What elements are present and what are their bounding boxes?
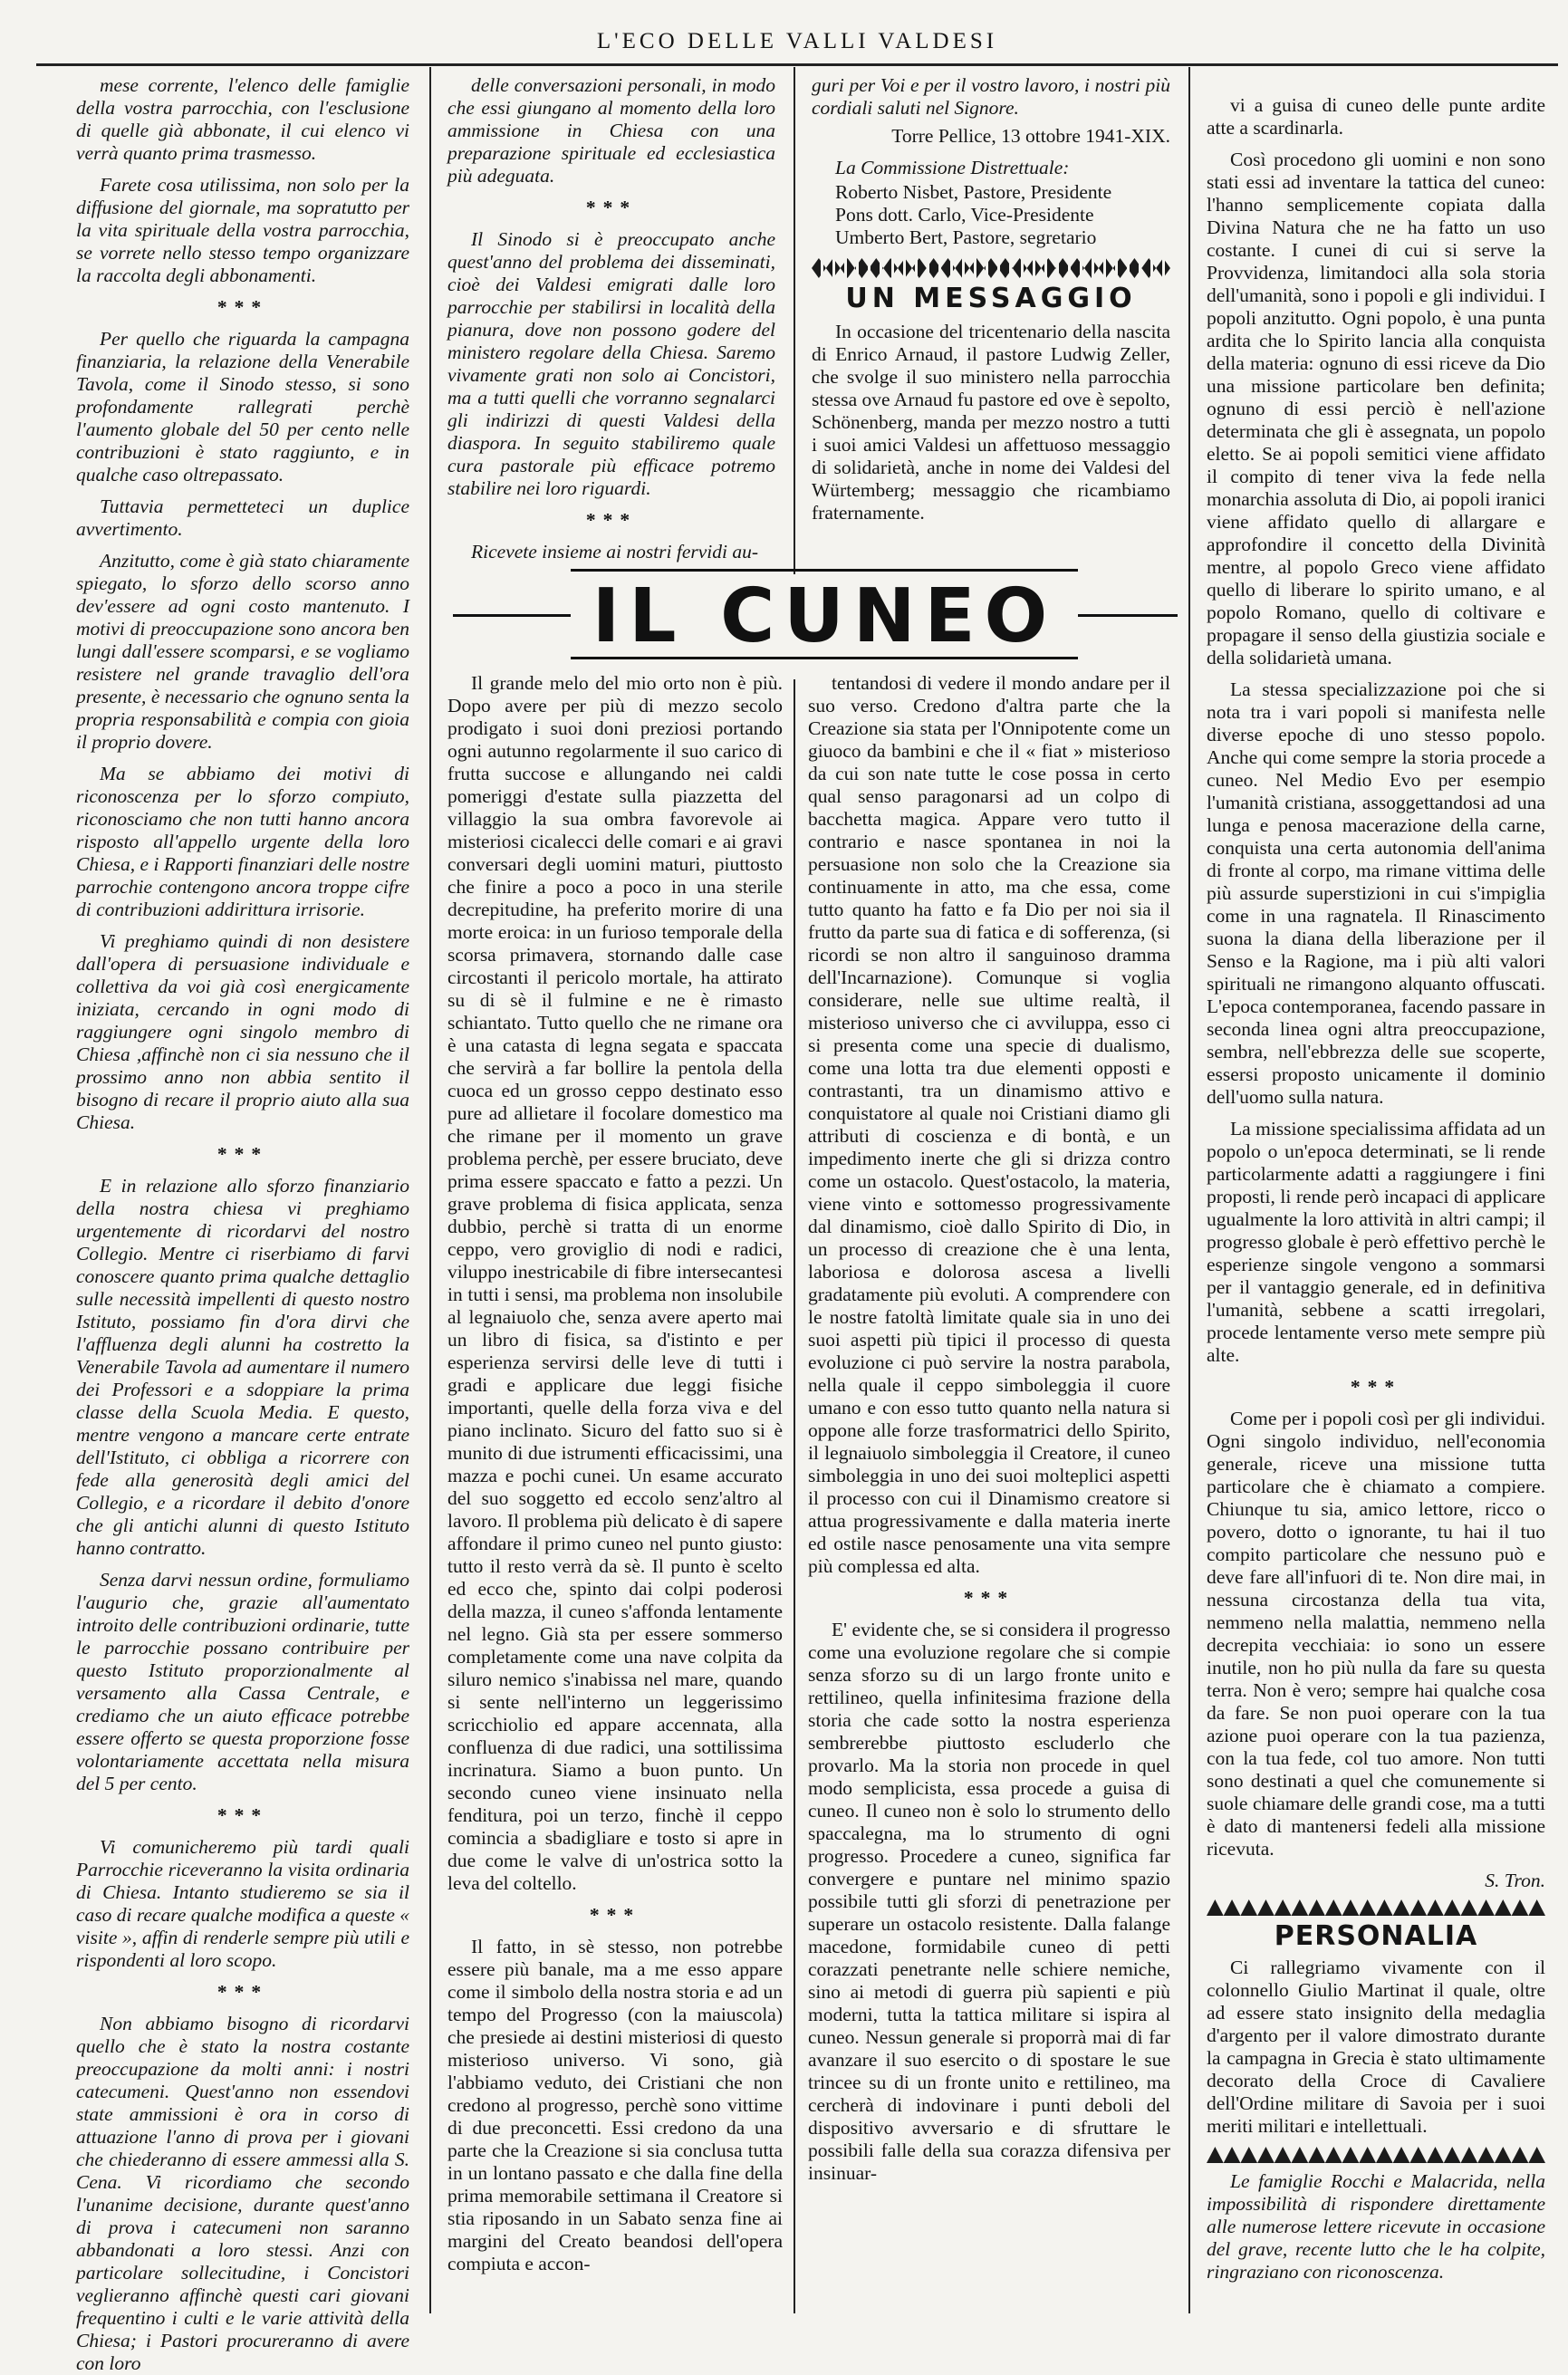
article-column-b (808, 672, 1170, 2312)
column-4 (1207, 94, 1545, 2312)
messaggio-text: In occasione del tricentenario della nascita di Enrico Arnaud, il pastore Ludwig Zeller, che svolge il suo ministero nella parrocchia stessa ove Arnaud fu pastore ed ove è sepolto, Schönenberg, manda per mezzo nostro a tutti i suoi amici Valdesi un affettuoso messaggio di solidarietà, anche in nome dei Valdesi del Würtemberg; messaggio che ricambiamo fraternamente. (812, 321, 1170, 524)
paragraph: Tuttavia permetteteci un duplice avvertimento. (76, 495, 409, 540)
paragraph: Ma se abbiamo dei motivi di riconoscenza per lo sforzo compiuto, riconosciamo che non tutti hanno ancora risposto all'appello urgente della loro Chiesa, e i Rapporti finanziari delle nostre parrochie contengono ancora troppe cifre di contribuzioni addirittura irrisorie. (76, 763, 409, 920)
paragraph: E' evidente che, se si considera il progresso come una evoluzione regolare che si compie senza sforzo su di un largo fronte unito e rettilineo, quella infinitesima frazione della storia che cade sotto la nostra esperienza sembrerebbe piuttosto escluderlo che provarlo. Ma la storia non procede in quel modo semplicista, essa procede a guisa di cuneo. Il cuneo non è solo lo strumento dello spaccalegna, ma lo strumento di ogni progresso. Procedere a cuneo, significa far convergere e puntare nel minimo spazio possibile tutti gli sforzi di penetrazione per superare un ostacolo resistente. Dalla falange macedone, formidabile cuneo di petti corazzati penetrante nelle schiere nemiche, sino ai metodi di guerra più sapienti e più moderni, tutta la tattica militare si ispira al cuneo. Nessun generale si proporrà mai di far avanzare il suo esercito o di spostare le sue trincee su di un fronte unito e rettilineo, ma cercherà di indovinare i punti deboli del dispositivo avversario e di sfruttare le possibili falle della sua corazza difensiva per insinuar- (808, 1619, 1170, 2184)
messaggio-heading: UN MESSAGGIO (845, 283, 1137, 314)
ornament-divider (1207, 2147, 1545, 2163)
closing-greeting: guri per Voi e per il vostro lavoro, i nostri più cordiali saluti nel Signore. (812, 74, 1170, 119)
paragraph: Per quello che riguarda la campagna finanziaria, la relazione della Venerabile Tavola, come il Sinodo stesso, si sono profondamente rallegrati perchè l'aumento globale del 50 per cento nelle contribuzioni è stato raggiunto, e in qualche caso oltrepassato. (76, 328, 409, 486)
paragraph: Farete cosa utilissima, non solo per la diffusione del giornale, ma sopratutto per la vita spirituale della vostra parrocchia, se vorrete nello stesso tempo organizzare la raccolta degli abbonamenti. (76, 174, 409, 286)
paragraph: Il Sinodo si è preoccupato anche quest'anno del problema dei disseminati, cioè dei Valdesi emigrati dalle loro parrocchie per stabilirsi in località della pianura, dove non possono godere del ministero regolare della Chiesa. Saremo vivamente grati non solo ai Concistori, ma a tutti quelli che vorranno segnalarci gli indirizzi di questi Valdesi della diaspora. In seguito stabiliremo quale cura pastorale più efficace potremo stabilire nei loro riguardi. (447, 228, 775, 499)
paragraph: delle conversazioni personali, in modo che essi giungano al momento della loro ammissione in Chiesa con una preparazione spirituale ed ecclesiastica più adeguata. (447, 74, 775, 187)
section-separator: *** (585, 197, 638, 218)
paragraph: Vi preghiamo quindi di non desistere dall'opera di persuasione individuale e collettiva da voi già così energicamente iniziata, cercando in ogni modo di raggiungere ogni singolo membro di Chiesa ,affinchè non ci sia nessuno che il prossimo anno non abbia sentito il bisogno di recare il proprio aiuto alla sua Chiesa. (76, 930, 409, 1133)
paragraph: Vi comunicheremo più tardi quali Parrocchie riceveranno la visita ordinaria di Chiesa. Intanto studieremo se sia il caso di recare qualche modifica a queste « visite », affin di renderle sempre più utili e rispondenti al loro scopo. (76, 1836, 409, 1971)
section-separator: *** (216, 1804, 269, 1826)
banner-rule (453, 614, 571, 617)
paragraph: E in relazione allo sforzo finanziario della nostra chiesa vi preghiamo urgentemente di ricordarvi del nostro Collegio. Mentre ci riserbiamo di farvi conoscere quanto prima qualche dettaglio sulle necessità impellenti di questo nostro Istituto, possiamo fin d'ora dirvi che l'affluenza degli alunni ha costretto la Venerabile Tavola ad aumentare il numero dei Professori e a sdoppiare la prima classe della Scuola Media. E questo, mentre vengono a mancare certe entrate dell'Istituto, ci obbliga a ricorrere con fede alla generosità degli amici del Collegio, e a ricordare il debito d'onore che gli antichi alunni di questo Istituto hanno contratto. (76, 1175, 409, 1559)
column-rule (794, 679, 795, 2313)
personalia-text: Ci rallegriamo vivamente con il colonnello Giulio Martinat il quale, oltre ad essere stato insignito della medaglia d'argento per il valore dimostrato durante la campagna in Grecia è stato ultimamente decorato della Croce di Cavaliere dell'Ordine militare di Savoia per i suoi meriti militari e intellettuali. (1207, 1957, 1545, 2137)
column-3 (812, 74, 1170, 563)
paragraph: Il grande melo del mio orto non è più. Dopo avere per più di mezzo secolo prodigato i suoi doni preziosi portando ogni autunno regolarmente il suo carico di frutta succose e allungando nei caldi pomeriggi d'estate sulla piazzetta del villaggio la sua ombra favorevole ai misteriosi cicalecci delle comari e ai gravi conversari degli uomini maturi, piuttosto che finire a poco a poco in una sterile decrepitudine, ha preferito morire di una morte eroica: in un furioso temporale della scorsa primavera, stornando dalle case circostanti il pericolo mortale, ha attirato su di sè il fulmine e ne è rimasto schiantato. Tutto quello che ne rimane ora è una catasta di legna segata e spaccata che servirà a far bollire la pentola della cuoca ed un grosso ceppo destinato esso pure ad allietare il focolare domestico ma che rimane per il momento un grave problema perchè, per essere bruciato, deve prima essere spaccato e fatto a pezzi. Un grave problema di fisica applicata, senza dubbio, perchè si tratta di un enorme ceppo, vero groviglio di nodi e radici, viluppo inestricabile di fibre intersecantesi in tutti i sensi, ma problema non insolubile al legnaiuolo che, senza avere aperto mai un libro di fisica, sa d'istinto e per esperienza servirsi delle leve di tutti i gradi e applicare due leggi fisiche importanti, quelle della forza viva e del piano inclinato. Sicuro del fatto suo si è munito di due istrumenti efficacissimi, una mazza e pochi cunei. Un esame accurato del suo soggetto ed eccolo senz'altro al lavoro. Il problema più delicato è di sapere affondare il primo cuneo nel punto giusto: tutto il resto verrà da sè. Il punto è scelto ed ecco che, spinto dai colpi poderosi della mazza, il cuneo s'affonda lentamente nel legno. Già sta per essere sommerso completamente come una nave colpita da siluro nemico s'inabissa nel mare, quando si sente nell'interno un leggerissimo scricchiolio ed appare accennata, alla confluenza di due radici, una sottilissima incrinatura. Siamo a buon punto. Un secondo cuneo viene insinuato nella fenditura, poi un terzo, finchè il ceppo comincia a sbadigliare e tosto si apre in due come le valve di un'ostrica sotto la leva del coltello. (447, 672, 783, 1894)
personalia-notice: Le famiglie Rocchi e Malacrida, nella impossibilità di rispondere direttamente alle numerose lettere ricevute in occasione del grave, recente lutto che le ha colpite, ringraziano con riconoscenza. (1207, 2170, 1545, 2283)
paragraph: Non abbiamo bisogno di ricordarvi quello che è stato la nostra costante preoccupazione da molti anni: i nostri catecumeni. Quest'anno non essendovi state ammissioni è ora in corso di attuazione l'anno di prova per i giovani che chiederanno di essere ammessi alla S. Cena. Vi ricordiamo che secondo l'unanime decisione, durante quest'anno di prova i catecumeni non saranno abbandonati a loro stessi. Anzi con particolare sollecitudine, i Concistori veglieranno affinchè questi cari giovani frequentino i culti e le varie attività della Chiesa; i Pastori procureranno di avere con loro (76, 2013, 409, 2374)
paragraph: Il fatto, in sè stesso, non potrebbe essere più banale, ma a me esso appare come il simbolo della nostra storia e ad un tempo del Progresso (con la maiuscola) che presiede ai destini misteriosi di questo misterioso universo. Vi sono, già l'abbiamo veduto, dei Cristiani che non credono al progresso, perchè sono vittime di due preconcetti. Essi credono da una parte che la Creazione si sia conclusa tutta in un lontano passato e che dalla fine della prima memorabile settimana il Creatore si stia riposando in un Sabato senza fine ai margini del Creato beandosi dell'opera compiuta e accon- (447, 1936, 783, 2274)
paragraph: tentandosi di vedere il mondo andare per il suo verso. Credono d'altra parte che la Creazione sia stata per l'Onnipotente come un giuoco da bambini e che il « fiat » misterioso da cui son nate tutte le cose possa in certo qual senso paragonarsi ad un colpo di bacchetta magica. Appare vero tutto il contrario e nasce spontanea in noi la persuasione non solo che la Creazione sia continuamente in atto, ma che essa, come tutto quanto ha fatto e fa Dio per noi sia il frutto da parte sua di fatica e di sofferenza, (si ricordi se non altro il sanguinoso dramma dell'Incarnazione). Comunque si voglia considerare, nelle sue ultime realtà, il misterioso universo che ci avviluppa, esso ci si presenta come una specie di dualismo, come una lotta tra due elementi opposti e contrastanti, tra un dinamismo attivo e conquistatore al quale noi Cristiani diamo gli attributi di coscienza e di bontà, e un impedimento inerte che gli si drizza contro come un ostacolo. Quest'ostacolo, la materia, viene vinto e sottomesso progressivamente dal dinamismo, cioè dallo Spirito di Dio, in un processo di creazione che è una lenta, laboriosa e dolorosa ascesa a livelli gradatamente più evoluti. A comprendere con le nostre fatoltà limitate quale sia in uno dei suoi aspetti più tipici il processo di questa evoluzione ci può servire la nostra parabola, nella quale il ceppo simboleggia il cuore umano e con esso tutto quanto nella natura si oppone alle forze trasformatrici dello Spirito, il legnaiuolo simboleggia il Creatore, il cuneo simboleggia in uno dei suoi molteplici aspetti il processo con cui il Dinamismo creatore si attua progressivamente e dalla materia inerte ed ostile nasce penosamente una vita sempre più complessa ed alta. (808, 672, 1170, 1577)
column-2 (447, 74, 775, 563)
place-date: Torre Pellice, 13 ottobre 1941-XIX. (891, 125, 1170, 147)
paragraph: Senza darvi nessun ordine, formuliamo l'augurio che, grazie all'aumentato introito delle contribuzioni ordinarie, tutte le parrocchie possano contribuire per questo Istituto proporzionalmente al versamento alla Cassa Centrale, e crediamo che un aiuto efficace potrebbe essere offerto se questa proporzione fosse volontariamente accettata nella misura del 5 per cento. (76, 1569, 409, 1794)
paragraph: Anzitutto, come è già stato chiaramente spiegato, lo sforzo dello scorso anno dev'essere ad ogni costo mantenuto. I motivi di preoccupazione sono ancora ben lungi dall'essere scomparsi, e se vogliamo resistere nel grande travaglio dell'ora presente, è necessario che ognuno senta la propria responsabilità e compia con gioia il proprio dovere. (76, 550, 409, 753)
section-separator: *** (216, 1981, 269, 2003)
section-separator: *** (589, 1904, 641, 1926)
section-separator: *** (963, 1587, 1015, 1609)
page-header (36, 0, 1558, 66)
column-rule (429, 67, 431, 2313)
section-separator: *** (585, 509, 638, 531)
banner-rule (1078, 614, 1178, 617)
article-title: IL CUNEO (571, 569, 1078, 659)
section-separator: *** (216, 1143, 269, 1165)
article-column-a (447, 672, 783, 2312)
commission-member: Umberto Bert, Pastore, segretario (835, 226, 1097, 248)
paragraph: Come per i popoli così per gli individui. Ogni singolo individuo, nell'economia generale, riceve una missione tutta particolare che è chiamato a compiere. Chiunque tu sia, amico lettore, ricco o povero, dotto o ignorante, tu hai il tuo compito particolare che nessuno può e deve fare all'infuori di te. Non dire mai, in nessuna circostanza della tua vita, nemmeno nella malattia, nemmeno nella decrepita vecchiaia: io sono un essere inutile, non ho più nulla da fare su questa terra. Non è vero; sempre hai qualche cosa da fare. Se non puoi operare con la tua azione puoi operare con la tua pazienza, con la tua fede, col tuo amore. Non tutti sono destinati a quel che comunemente si suole chiamare delle grandi cose, ma a tutti è dato di mantenersi fedeli alla missione ricevuta. (1207, 1408, 1545, 1860)
column-rule (794, 67, 795, 574)
column-1 (76, 74, 409, 2374)
newspaper-title: L'ECO DELLE VALLI VALDESI (596, 29, 998, 53)
article-signature: S. Tron. (1485, 1870, 1545, 1891)
section-separator: *** (1350, 1376, 1402, 1398)
paragraph: Così procedono gli uomini e non sono stati essi ad inventare la tattica del cuneo: l'hanno semplicemente copiata dalla Divina Natura che ne ha fatto un uso costante. I cunei di cui si serve la Provvidenza, limitandoci alla sola storia dell'umanità, sono i popoli e gli individui. I popoli anzitutto. Ogni popolo, è una punta ardita che lo Spirito lancia alla conquista della materia: ognuno di essi riceve da Dio una missione particolare ben definita; ognuno di essi perciò è nell'azione determinata che gli è assegnata, un popolo eletto. Se ai popoli semitici viene affidato il compito di tener viva la fede nella monarchia assoluta di Dio, ai popoli iranici viene affidato quello di allargare e approfondire il concetto della Divinità mentre, al popolo Greco viene affidato quello di liberare lo spirito umano, e al popolo Romano, quello di coltivare e propagare il senso della giustizia sociale e della solidarietà umana. (1207, 149, 1545, 668)
section-separator: *** (216, 296, 269, 318)
paragraph: Ricevete insieme ai nostri fervidi au- (471, 541, 759, 562)
commission-member: Roberto Nisbet, Pastore, Presidente (835, 181, 1112, 203)
column-rule (1188, 67, 1190, 2313)
commission-member: Pons dott. Carlo, Vice-Presidente (835, 204, 1094, 226)
paragraph: La missione specialissima affidata ad un popolo o un'epoca determinati, se li rende particolarmente adatti a raggiungere i fini proposti, li rende però incapaci di applicare ugualmente la loro attività in altri campi; il progresso globale è però effettivo perchè le esperienze singole vengono a sommarsi per il vantaggio generale, ed in definitiva l'umanità, sebbene a scatti irregolari, procede lentamente verso mete sempre più alte. (1207, 1118, 1545, 1366)
paragraph: mese corrente, l'elenco delle famiglie della vostra parrocchia, con l'esclusione di quelle già abbonate, il cui elenco vi verrà quanto prima trasmesso. (76, 74, 409, 164)
ornament-divider (1207, 1899, 1545, 1916)
paragraph: La stessa specializzazione poi che si nota tra i vari popoli si manifesta nelle diverse epoche di uno stesso popolo. Anche qui come sempre la storia procede a cuneo. Nel Medio Evo per esempio l'umanità cristiana, assoggettandosi ad una lunga e penosa macerazione della carne, conquista una certa autonomia dell'anima di fronte al corpo, ma rimane vittima delle più assurde superstizioni in cui s'impiglia come in una ragnatela. Il Rinascimento suona la diana della liberazione per il Senso e la Ragione, ma i più alti valori spirituali ne rimangono alquanto offuscati. L'epoca contemporanea, facendo passare in seconda linea ogni altra preoccupazione, sembra, nell'ebbrezza delle sue scoperte, essersi proposto unicamente il dominio dell'uomo sulla natura. (1207, 678, 1545, 1108)
commission-label: La Commissione Distrettuale: (835, 157, 1070, 178)
personalia-heading: PERSONALIA (1274, 1920, 1478, 1952)
paragraph: vi a guisa di cuneo delle punte ardite atte a scardinarla. (1207, 94, 1545, 139)
ornament-divider (812, 258, 1170, 278)
